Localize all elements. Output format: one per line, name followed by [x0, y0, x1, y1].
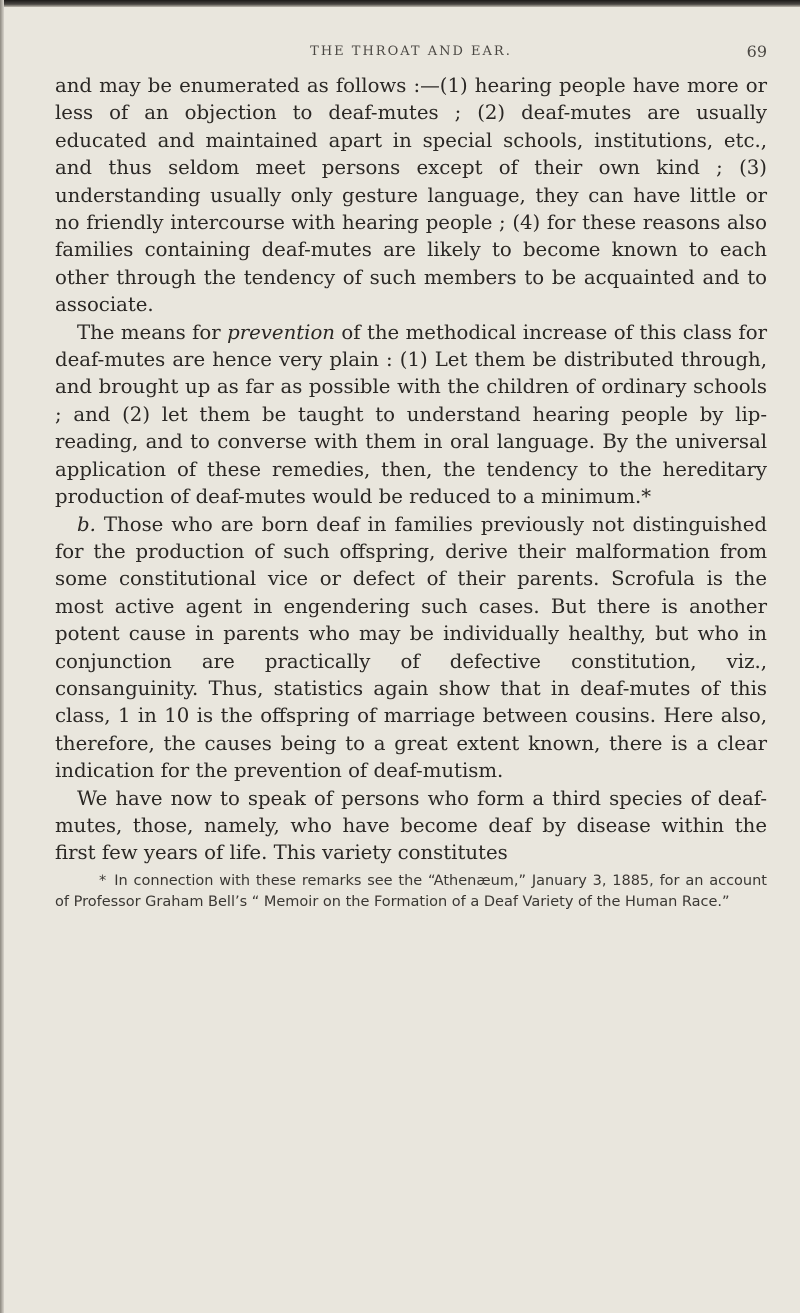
paragraph-3-text: Those who are born deaf in families previously not distinguished for the production of such offspring, derive their malformation from some constitutional vice or defect of their parents. Scrofula is the most active agent in engendering such cases. But there is another potent cause in parents who may be individually healthy, but who in conjunction are practically of defective constitution, viz., consanguinity. Thus, statistics again show that in deaf-mutes of this class, 1 in 10 is the offspring of marriage between cousins. Here also, therefore, the causes being to a great extent known, there is a clear indication for the prevention of deaf-mutism. [55, 512, 767, 783]
paragraph-2-rest: of the methodical increase of this class for deaf-mutes are hence very plain : (1) Let them be distributed through, and brought up as far as possible with the children of ordinary schools ; and (2) let them be taught to understand hearing people by lip-reading, and to converse with them in oral language. By the universal application of these remedies, then, the tendency to the hereditary production of deaf-mutes would be reduced to a minimum.* [55, 320, 767, 509]
scan-top-edge [0, 0, 800, 7]
paragraph-2 [55, 319, 767, 511]
paragraph-2-lead: The means for [77, 320, 228, 344]
running-head [55, 36, 767, 72]
footnote [55, 871, 767, 913]
footnote-marker: * [99, 872, 107, 889]
body-text [55, 72, 767, 867]
page-number: 69 [746, 42, 767, 61]
section-label-b: b. [77, 512, 96, 536]
paragraph-3 [55, 511, 767, 785]
footnote-text: In connection with these remarks see the “Athenæum,” January 3, 1885, for an account of Professor Graham Bell’s “ Memoir on the Formation of a Deaf Variety of the Human Race.” [55, 872, 767, 910]
paragraph-4: We have now to speak of persons who form a third species of deaf-mutes, those, namely, who have become deaf by disease within the first few years of life. This variety constitutes [55, 786, 767, 865]
running-title: THE THROAT AND EAR. [310, 44, 512, 59]
prevention-emphasis: prevention [227, 320, 335, 344]
book-page [55, 36, 767, 913]
scan-left-edge [0, 0, 4, 1313]
paragraph-1: and may be enumerated as follows :—(1) hearing people have more or less of an objection to deaf-mutes ; (2) deaf-mutes are usually educated and maintained apart in special schools, institutions, etc., and thus seldom meet persons except of their own kind ; (3) understanding usually only gesture language, they can have little or no friendly intercourse with hearing people ; (4) for these reasons also families containing deaf-mutes are likely to become known to each other through the tendency of such members to be acquainted and to associate. [55, 74, 767, 317]
